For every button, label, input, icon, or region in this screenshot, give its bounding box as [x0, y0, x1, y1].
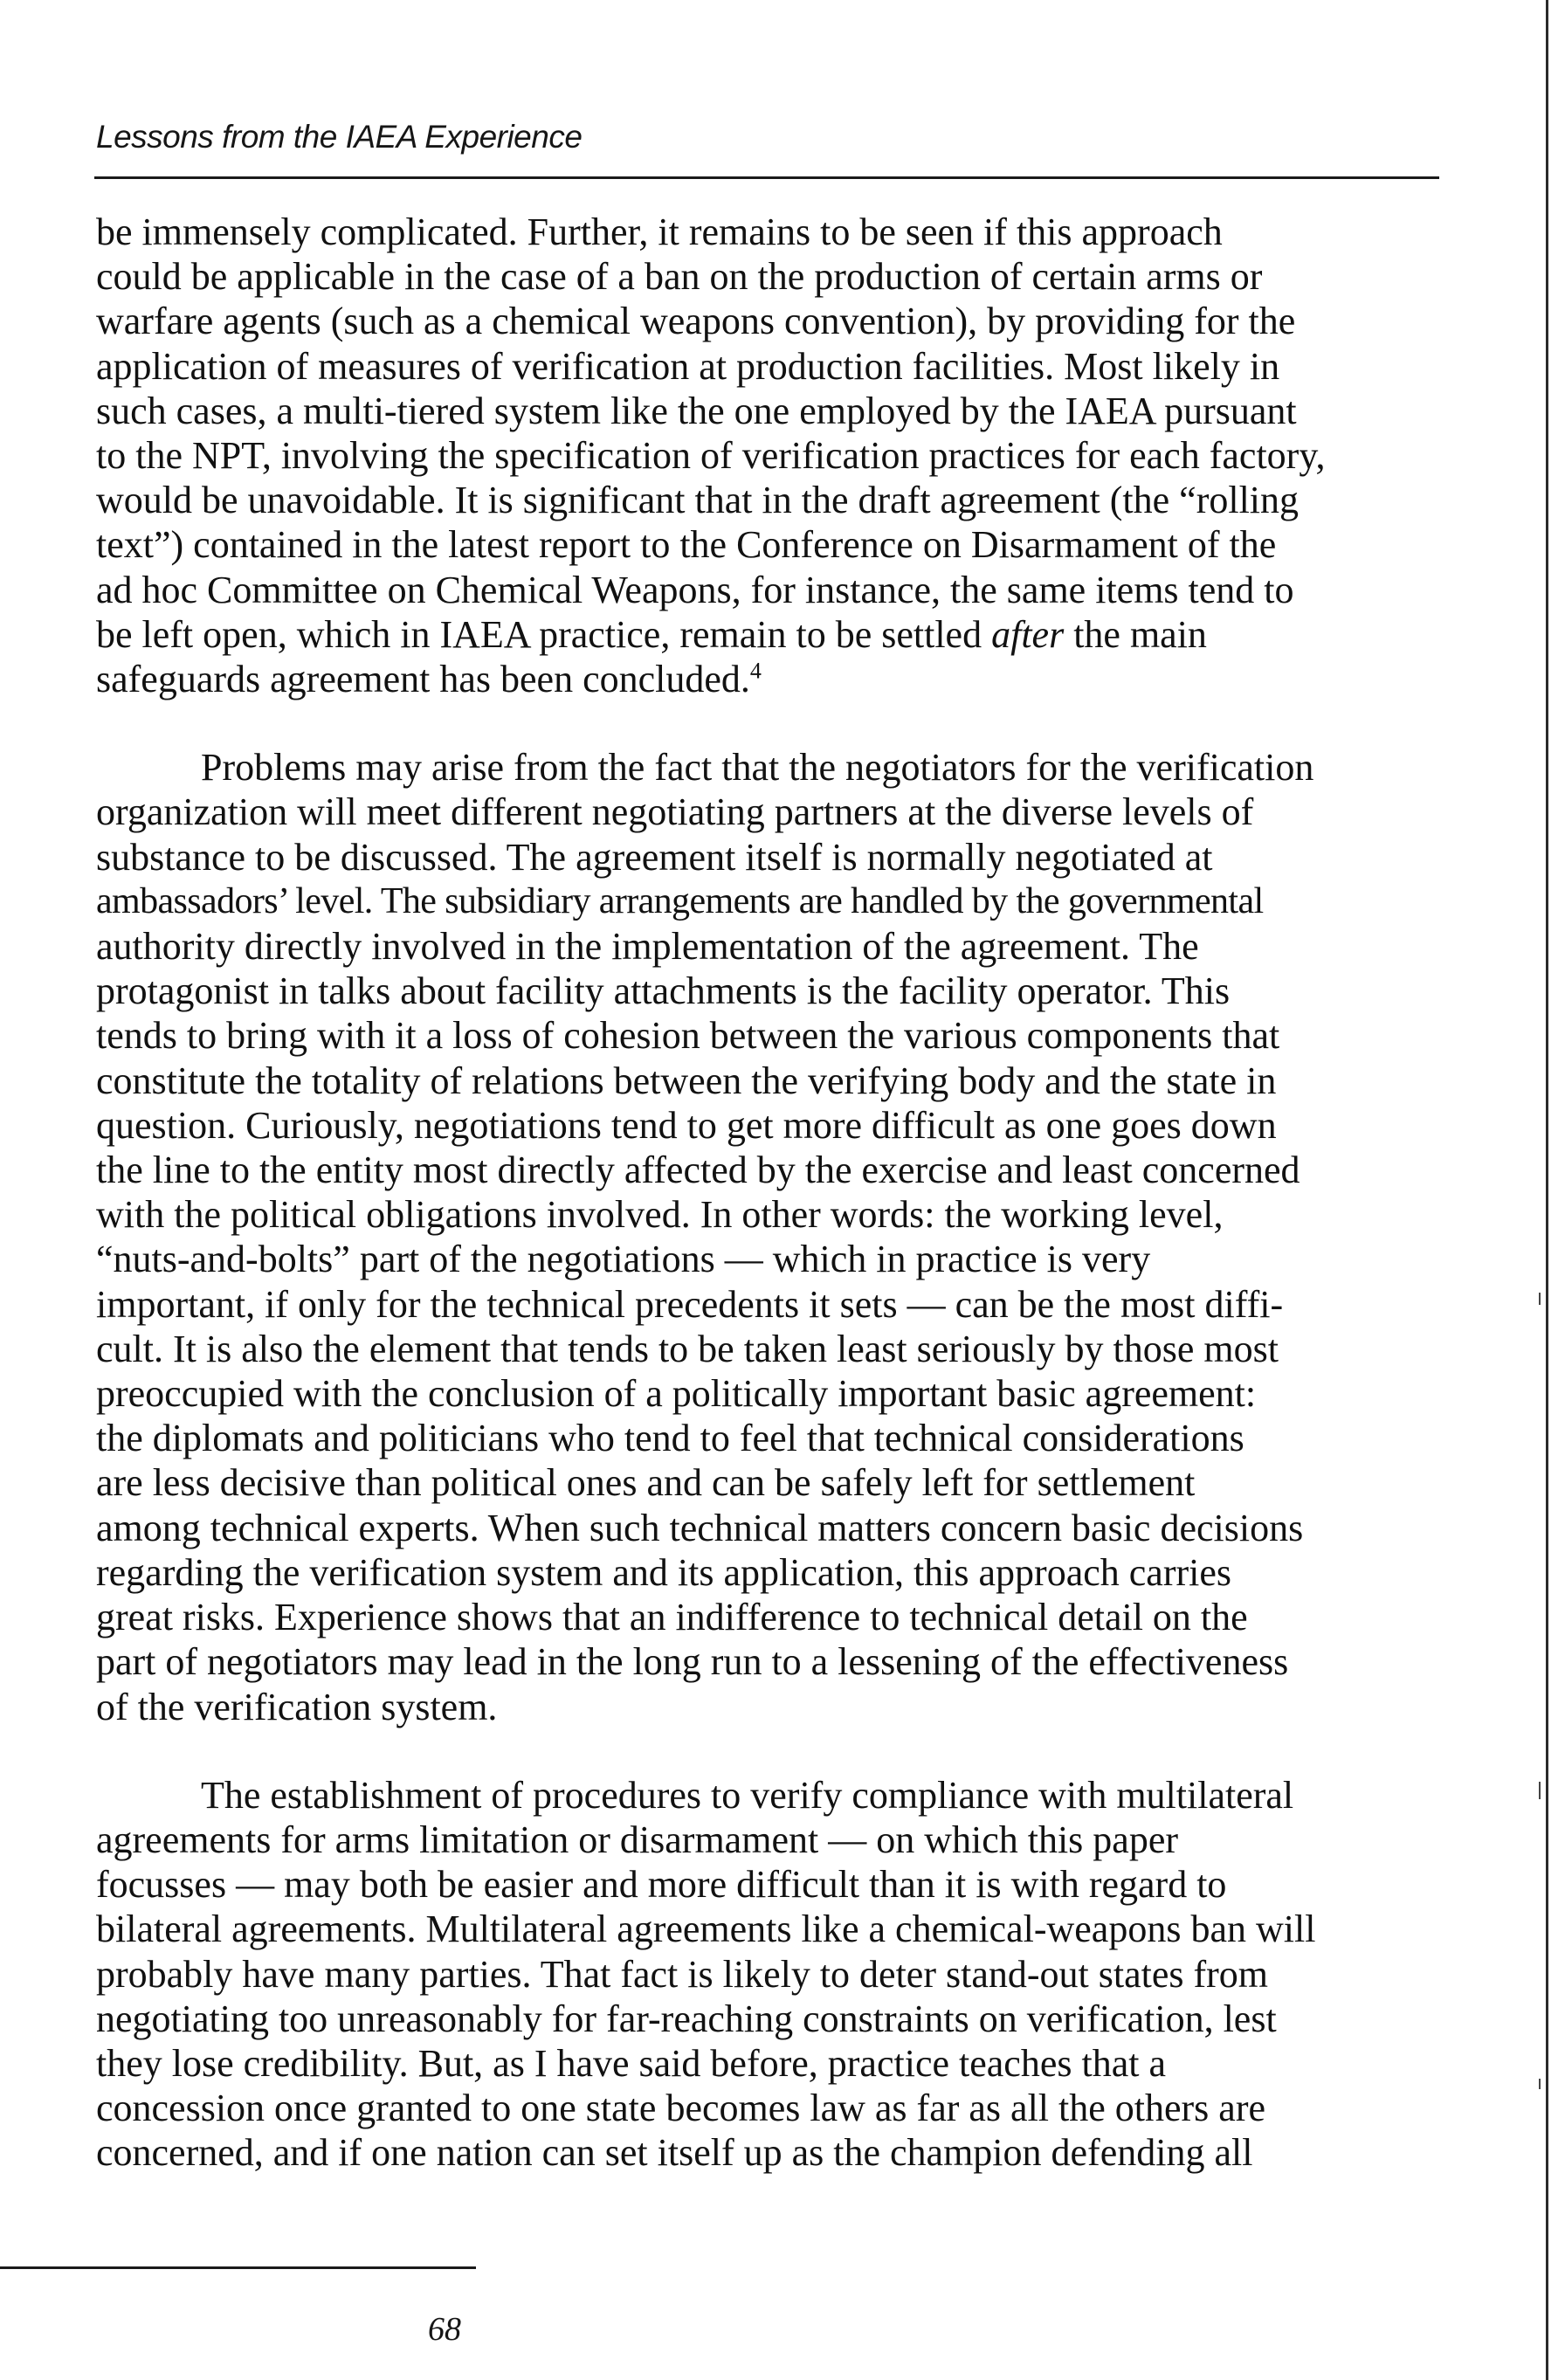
text-line: with the political obligations involved. In other words: the working level,: [96, 1193, 1224, 1237]
text-line: the line to the entity most directly affected by the exercise and least concerned: [96, 1149, 1300, 1192]
text-line: question. Curiously, negotiations tend to get more difficult as one goes down: [96, 1103, 1277, 1147]
footnote-rule: [0, 2266, 476, 2269]
text-line: ambassadors’ level. The subsidiary arrangements are handled by the governmental: [96, 880, 1264, 921]
paragraph-gap: [96, 701, 1441, 745]
text-run: the main: [1064, 612, 1207, 656]
text-line: text”) contained in the latest report to the Conference on Disarmament of the: [96, 523, 1277, 567]
paragraph-3: [96, 1773, 1441, 2176]
text-line: agreements for arms limitation or disarmament — on which this paper: [96, 1818, 1179, 1861]
text-line: such cases, a multi-tiered system like the one employed by the IAEA pursuant: [96, 389, 1297, 432]
scan-edge-speck: [1539, 1293, 1541, 1305]
text-line: would be unavoidable. It is significant that in the draft agreement (the “rolling: [96, 479, 1300, 522]
text-line: [96, 657, 1441, 701]
body-text: [96, 210, 1441, 2176]
text-line: to the NPT, involving the specification of verification practices for each factory,: [96, 434, 1326, 478]
text-line: be immensely complicated. Further, it remains to be seen if this approach: [96, 210, 1223, 253]
text-line: “nuts-and-bolts” part of the negotiations — which in practice is very: [96, 1238, 1151, 1281]
scan-edge-speck: [1539, 2079, 1541, 2089]
text-line: of the verification system.: [96, 1685, 498, 1728]
page-number: 68: [428, 2311, 461, 2348]
text-line: constitute the totality of relations between the verifying body and the state in: [96, 1059, 1277, 1102]
text-line: ad hoc Committee on Chemical Weapons, for instance, the same items tend to: [96, 568, 1294, 611]
text-line: bilateral agreements. Multilateral agreements like a chemical-weapons ban will: [96, 1907, 1316, 1951]
text-line: protagonist in talks about facility attachments is the facility operator. This: [96, 969, 1231, 1013]
text-line: are less decisive than political ones and can be safely left for settlement: [96, 1461, 1196, 1505]
text-line: part of negotiators may lead in the long run to a lessening of the effectiveness: [96, 1640, 1289, 1684]
text-line: regarding the verification system and its application, this approach carries: [96, 1550, 1231, 1594]
text-line: negotiating too unreasonably for far-reaching constraints on verification, lest: [96, 1997, 1277, 2040]
text-line: focusses — may both be easier and more difficult than it is with regard to: [96, 1863, 1227, 1907]
text-line: important, if only for the technical precedents it sets — can be the most diffi-: [96, 1282, 1284, 1326]
text-line: Problems may arise from the fact that the negotiators for the verification: [201, 746, 1314, 790]
text-line: authority directly involved in the implementation of the agreement. The: [96, 925, 1199, 969]
text-line: cult. It is also the element that tends to be taken least seriously by those most: [96, 1327, 1279, 1370]
text-line: preoccupied with the conclusion of a politically important basic agreement:: [96, 1372, 1257, 1416]
text-line: [96, 612, 1441, 657]
text-line: great risks. Experience shows that an indifference to technical detail on the: [96, 1596, 1248, 1639]
text-line: substance to be discussed. The agreement itself is normally negotiated at: [96, 835, 1213, 879]
text-line: tends to bring with it a loss of cohesion between the various components that: [96, 1014, 1280, 1058]
text-run: be left open, which in IAEA practice, remain to be settled: [96, 612, 992, 656]
text-line: concerned, and if one nation can set itself up as the champion defending all: [96, 2131, 1253, 2175]
text-line: warfare agents (such as a chemical weapons convention), by providing for the: [96, 300, 1296, 343]
text-line: the diplomats and politicians who tend to feel that technical considerations: [96, 1417, 1244, 1460]
paragraph-gap: [96, 1729, 1441, 1773]
header-rule: [94, 176, 1439, 179]
scan-edge-line: [1546, 0, 1548, 2380]
text-line: among technical experts. When such technical matters concern basic decisions: [96, 1506, 1304, 1549]
text-line: The establishment of procedures to verify compliance with multilateral: [201, 1773, 1294, 1817]
text-line: application of measures of verification at production facilities. Most likely in: [96, 344, 1280, 388]
text-line: they lose credibility. But, as I have said before, practice teaches that a: [96, 2041, 1166, 2085]
text-line: concession once granted to one state becomes law as far as all the others are: [96, 2087, 1266, 2130]
text-run: safeguards agreement has been concluded.: [96, 658, 750, 701]
paragraph-2: [96, 745, 1441, 1728]
text-line: organization will meet different negotiating partners at the diverse levels of: [96, 790, 1254, 834]
scan-edge-speck: [1539, 1782, 1541, 1799]
footnote-reference: 4: [749, 658, 762, 684]
paragraph-1: [96, 210, 1441, 701]
text-line: could be applicable in the case of a ban on the production of certain arms or: [96, 255, 1263, 299]
running-head: Lessons from the IAEA Experience: [96, 119, 583, 155]
emphasis-after: after: [991, 612, 1065, 656]
text-line: probably have many parties. That fact is likely to deter stand-out states from: [96, 1952, 1269, 1996]
